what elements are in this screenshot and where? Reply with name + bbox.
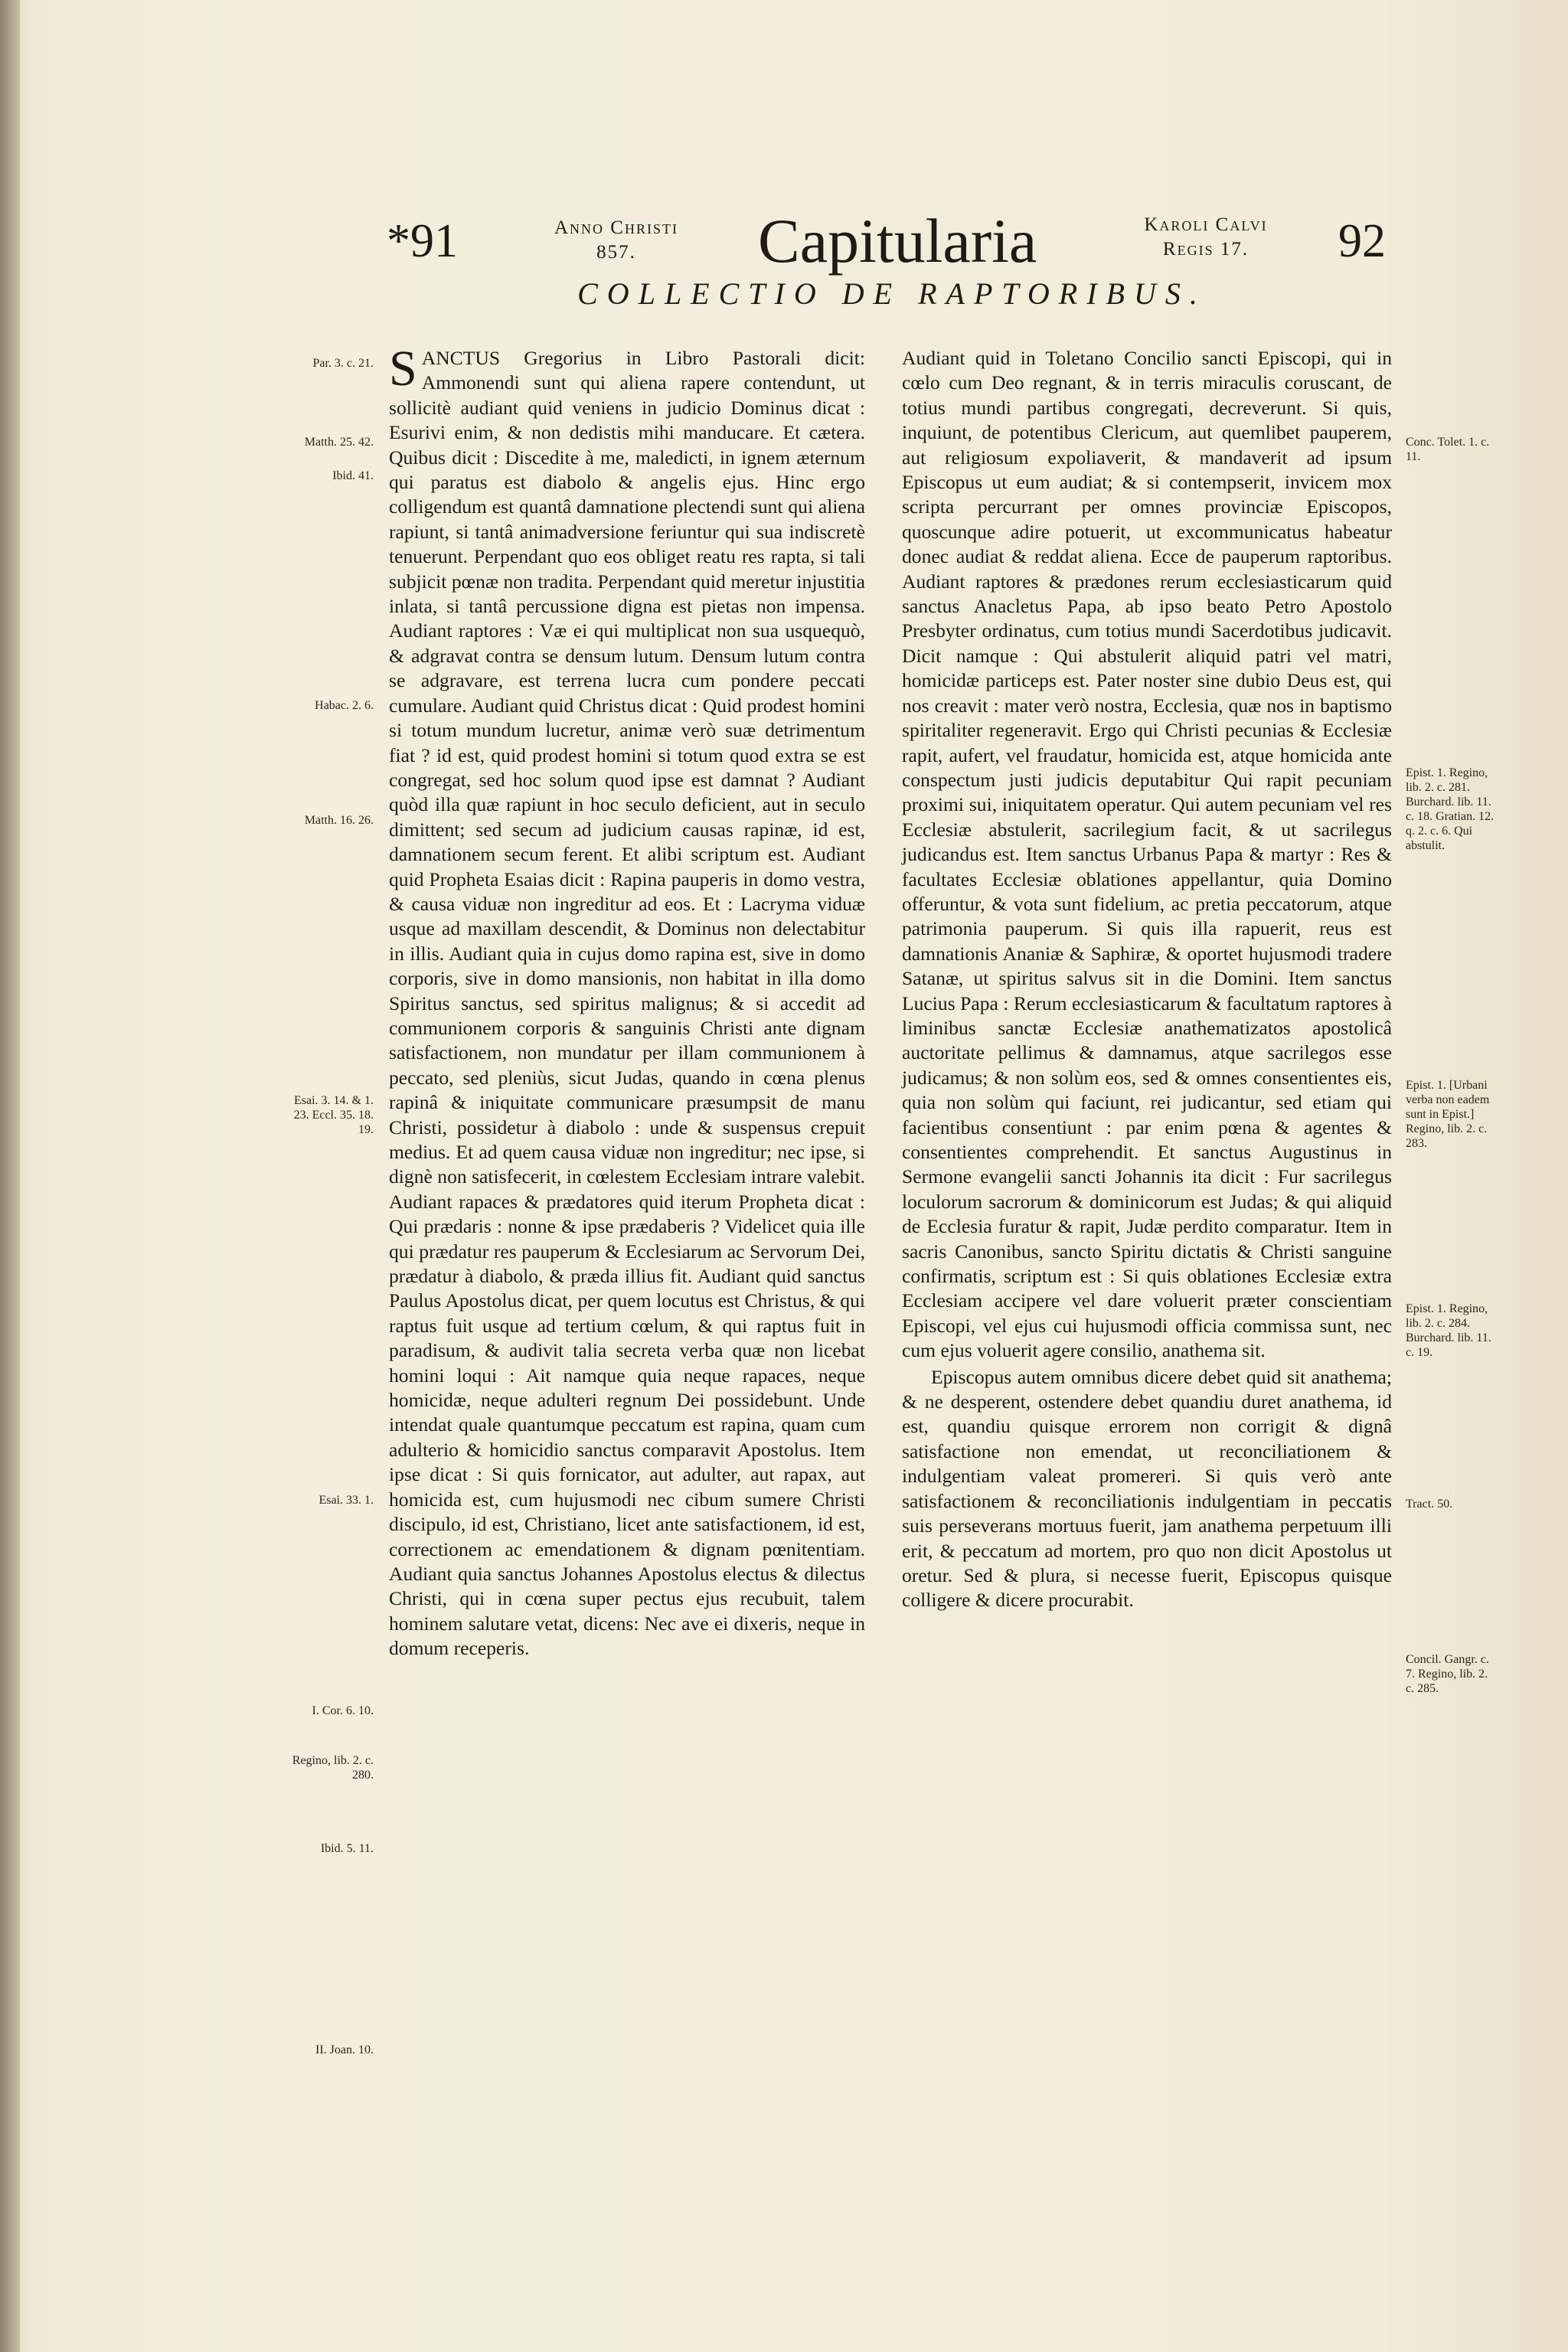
page-number-left: *91 [387,215,458,267]
margin-note-left: Matth. 16. 26. [304,814,374,827]
anno-christi-label [528,216,704,265]
anno-line-2: 857. [596,242,636,263]
margin-note-left: Matth. 25. 42. [304,436,374,449]
margin-note-left: I. Cor. 6. 10. [312,1704,374,1717]
karoli-calvi-label [1110,213,1302,262]
margin-note-left: Regino, lib. 2. c. 280. [292,1754,374,1782]
book-binding-edge [0,0,20,2352]
karoli-line-1: Karoli Calvi [1144,214,1268,235]
anno-line-1: Anno Christi [554,217,678,238]
margin-note-left: Esai. 3. 14. & 1. 23. Eccl. 35. 18. 19. [293,1094,374,1136]
right-paragraph-1: Audiant quid in Toletano Concilio sancti Episcopi, qui in cœlo cum Deo regnant, & in terris miraculis coruscant, de totius mundi partibus congregati, decreverunt. Si quis, inquiunt, de potentibus Clericum, aut quemlibet pauperem, aut religiosum expoliaverit, & mandaverit ad ipsum Episcopus ut eum audiat; & si contempserit, invicem mox scripta percurrant per omnes provinciæ Episcopos, quoscunque adire potuerit, ut excommunicatus habeatur donec audiat & reddat aliena. Ecce de pauperum raptoribus. Audiant raptores & prædones rerum ecclesiasticarum quid sanctus Anacletus Papa, ab ipso beato Petro Apostolo Presbyter ordinatus, cum totius mundi Sacerdotibus judicavit. Dicit namque : Qui abstulerit aliquid patri vel matri, homicidæ particeps est. Pater noster sine dubio Deus est, qui nos creavit : mater verò nostra, Ecclesia, quæ nos in baptismo spiritaliter regeneravit. Ergo qui Christi pecunias & Ecclesiæ rapit, aufert, vel fraudatur, homicida est, atque homicida ante conspectum justi judicis deputabitur Qui rapit pecuniam proximi sui, iniquitatem operatur. Qui autem pecuniam vel res Ecclesiæ abstulerit, sacrilegium facit, & ut sacrilegus judicandus est. Item sanctus Urbanus Papa & martyr : Res & facultates Ecclesiæ oblationes appellantur, quia Domino offeruntur, & vota sunt fidelium, ac pretia peccatorum, atque patrimonia pauperum. Si quis illa rapuerit, reus est damnationis Ananiæ & Saphiræ, & oportet hujusmodi tradere Satanæ, ut spiritus salvus sit in die Domini. Item sanctus Lucius Papa : Rerum ecclesiasticarum & facultatum raptores à liminibus sanctæ Ecclesiæ anathematizatos apostolicâ auctoritate pellimus & damnamus, atque sacrilegos esse judicamus; & non solùm eos, sed & omnes consentientes eis, quia non solùm qui faciunt, rei judicantur, sed etiam qui facientibus consentiunt : par enim pœna & agentes & consentientes comprehendit. Et sanctus Augustinus in Sermone evangelii sancti Johannis ita dicit : Fur sacrilegus loculorum sacrorum & dominicorum est Judas; & qui aliquid de Ecclesia furatur & rapit, Judæ perdito comparatur. Item in sacris Canonibus, sancto Spiritu dictatis & Christi sanguine confirmatis, scriptum est : Si quis oblationes Ecclesiæ extra Ecclesiam accipere vel dare voluerit præter conscientiam Episcopi, vel ejus cui hujusmodi officia commissa sunt, nec cum ejus voluerit agere consilio, anathema sit. [902,347,1392,1362]
page-title: Capitularia [758,206,1037,276]
right-text-column [902,346,1392,1613]
left-paragraph [389,341,865,1661]
drop-cap: S [389,341,417,397]
margin-note-left: II. Joan. 10. [315,2043,374,2056]
margin-note-right: Tract. 50. [1406,1498,1453,1511]
margin-note-left: Par. 3. c. 21. [312,357,374,370]
karoli-line-2: Regis 17. [1162,239,1250,260]
margin-note-right: Concil. Gangr. c. 7. Regino, lib. 2. c. 285. [1406,1653,1489,1695]
section-subtitle: COLLECTIO DE RAPTORIBUS. [577,276,1207,311]
margin-note-left: Ibid. 5. 11. [320,1842,374,1855]
left-text-column [389,341,865,1661]
right-paragraph-2: Episcopus autem omnibus dicere debet quid sit anathema; & ne desperent, ostendere debet quandiu duret anathema, id est, quandiu quisque errorem non corrigit & dignâ satisfactione non emendat, ut reconciliationem & indulgentiam valeat promereri. Si quis verò ante satisfactionem & reconciliationis indulgentiam in peccatis suis perseverans mortuus fuerit, jam anathema perpetuum illi erit, & peccatum ad mortem, pro quo non dicit Apostolus ut oretur. Sed & plura, si necesse fuerit, Episcopus quisque colligere & dicere procurabit. [902,1365,1392,1612]
margin-note-left: Esai. 33. 1. [318,1494,374,1507]
margin-note-right: Epist. 1. Regino, lib. 2. c. 281. Burchard. lib. 11. c. 18. Gratian. 12. q. 2. c. 6. Qui abstulit. [1406,766,1494,852]
left-paragraph-text: Gregorius in Libro Pastorali dicit: Ammonendi sunt qui aliena rapere contendunt, ut sollicitè audiant quid veniens in judicio Dominus dicat : Esurivi enim, & non dedistis mihi manducare. Et cætera. Quibus dicit : Discedite à me, maledicti, in ignem æternum qui paratus est diabolo & angelis ejus. Hinc ergo colligendum est quantâ damnatione plectendi sunt qui aliena rapiunt, si tantâ animadversione feriuntur qui sua indiscretè tenuerunt. Perpendant quo eos obliget reatu res rapta, si tali subjicit pœnæ non tradita. Perpendant quid meretur injustitia inlata, si tantâ percussione digna est pietas non impensa. Audiant raptores : Væ ei qui multiplicat non sua usquequò, & adgravat contra se densum lutum. Densum lutum contra se adgravare, est terrena lucra cum pondere peccati cumulare. Audiant quid Christus dicat : Quid prodest homini si totum mundum lucretur, animæ verò suæ detrimentum fiat ? id est, quid prodest homini si totum quod extra se est congregat, sed hoc solum quod ipse est damnat ? Audiant quòd illa quæ rapiunt in hoc seculo deficient, aut in seculo dimittent; sed secum ad judicium causas rapinæ, id est, damnationem secum ferent. Et alibi scriptum est. Audiant quid Propheta Esaias dicit : Rapina pauperis in domo vestra, & causa viduæ non ingreditur ad eos. Et : Lacryma viduæ usque ad maxillam descendit, & Dominus non delectabitur in illis. Audiant quia in cujus domo rapina est, sive in domo corporis, sive in domo mansionis, non habitat in illa domo Spiritus sanctus, sed spiritus malignus; & si accedit ad communionem corporis & sanguinis Christi ante dignam satisfactionem, non mundatur per illam communionem à peccato, sed pleniùs, sicut Judas, quando in cœna plenus rapinâ & iniquitate communicare præsumpsit de manu Christi, possidetur à diabolo : unde & suspensus crepuit medius. Et ad quem causa viduæ non ingreditur; nec ipse, si dignè non satisfecerit, in cœlestem Ecclesiam intrare valebit. Audiant rapaces & prædatores quid iterum Propheta dicat : Qui prædaris : nonne & ipse prædaberis ? Videlicet quia ille qui prædatur res pauperum & Ecclesiarum ac Servorum Dei, prædatur à diabolo, & præda illius fit. Audiant quid sanctus Paulus Apostolus dicat, per quem locutus est Christus, & qui raptus fuit usque ad tertium cœlum, & qui raptus fuit in paradisum, & audivit talia secreta verba quæ non licebat homini loqui : Ait namque quia neque rapaces, neque homicidæ, neque adulteri regnum Dei possidebunt. Unde intendat quale quantumque peccatum est rapina, quam cum adulterio & homicidio sanctus comparavit Apostolus. Item ipse dicat : Si quis fornicator, aut adulter, aut rapax, aut homicida est, cum hujusmodi nec cibum sumere Christi discipulo, id est, Christiano, licet ante satisfactionem, id est, correctionem ac emendationem & dignam pœnitentiam. Audiant quia sanctus Johannes Apostolus electus & dilectus Christi, qui in cœna super pectus ejus recubuit, talem hominem salutare vetat, dicens: Nec ave ei dixeris, neque in domum receperis. [389,347,865,1660]
margin-note-left: Habac. 2. 6. [315,699,374,712]
opening-smallcaps: ANCTUS [421,347,501,369]
margin-note-left: Ibid. 41. [332,469,374,482]
margin-note-right: Epist. 1. Regino, lib. 2. c. 284. Burchard. lib. 11. c. 19. [1406,1302,1491,1359]
margin-note-right: Epist. 1. [Urbani verba non eadem sunt in Epist.] Regino, lib. 2. c. 283. [1406,1079,1490,1150]
margin-note-right: Conc. Tolet. 1. c. 11. [1406,436,1490,463]
page-number-right: 92 [1338,215,1386,267]
